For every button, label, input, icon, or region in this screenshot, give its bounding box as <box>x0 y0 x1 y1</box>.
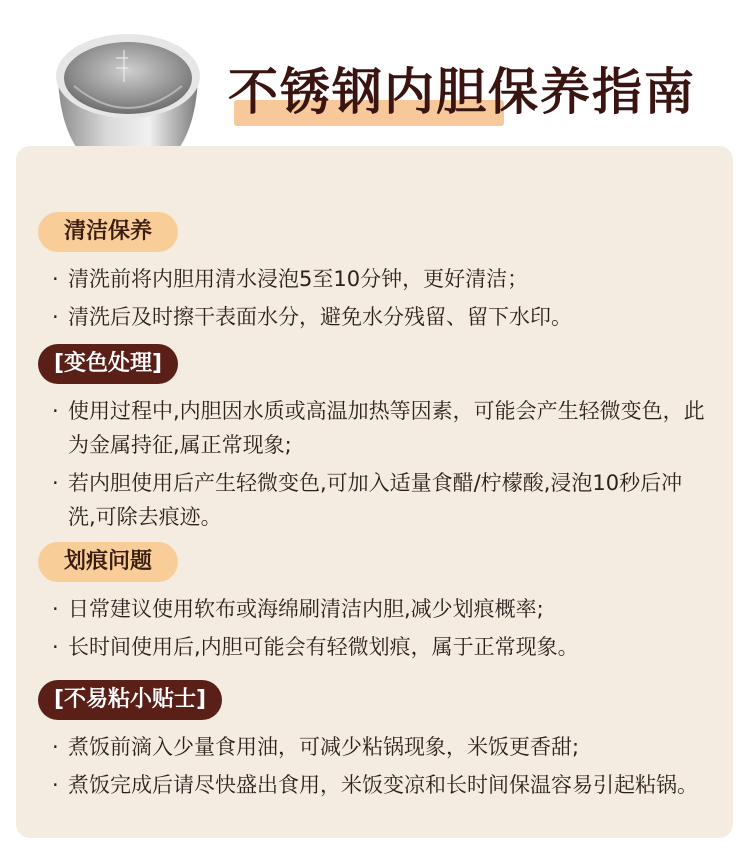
section-discoloration <box>38 344 728 538</box>
list-item: · 清洗后及时擦干表面水分，避免水分残留、留下水印。 <box>52 305 572 329</box>
section-heading: 清洁保养 <box>38 212 178 252</box>
section-list <box>38 592 728 664</box>
list-item: · 日常建议使用软布或海绵刷清洁内胆,减少划痕概率; <box>52 597 544 621</box>
section-heading: [不易粘小贴士] <box>38 680 222 720</box>
list-item: · 煮饭前滴入少量食用油，可减少粘锅现象，米饭更香甜; <box>52 735 580 759</box>
title-area <box>228 58 708 128</box>
list-item: · 若内胆使用后产生轻微变色,可加入适量食醋/柠檬酸,浸泡10秒后冲洗,可除去痕迹。 <box>52 471 683 529</box>
section-heading: 划痕问题 <box>38 542 178 582</box>
section-nonstick-tips <box>38 680 728 806</box>
list-item: · 长时间使用后,内胆可能会有轻微划痕，属于正常现象。 <box>52 635 579 659</box>
section-scratches <box>38 542 728 668</box>
section-cleaning <box>38 212 728 338</box>
section-list <box>38 730 728 802</box>
section-list <box>38 262 728 334</box>
page-title: 不锈钢内胆保养指南 <box>228 63 696 121</box>
section-list <box>38 394 728 534</box>
list-item: · 使用过程中,内胆因水质或高温加热等因素，可能会产生轻微变色，此为金属持征,属正常现象; <box>52 399 705 457</box>
guide-card <box>16 146 733 838</box>
list-item: · 煮饭完成后请尽快盛出食用，米饭变凉和长时间保温容易引起粘锅。 <box>52 773 698 797</box>
list-item: · 清洗前将内胆用清水浸泡5至10分钟，更好清洁； <box>52 267 529 291</box>
section-heading: [变色处理] <box>38 344 178 384</box>
